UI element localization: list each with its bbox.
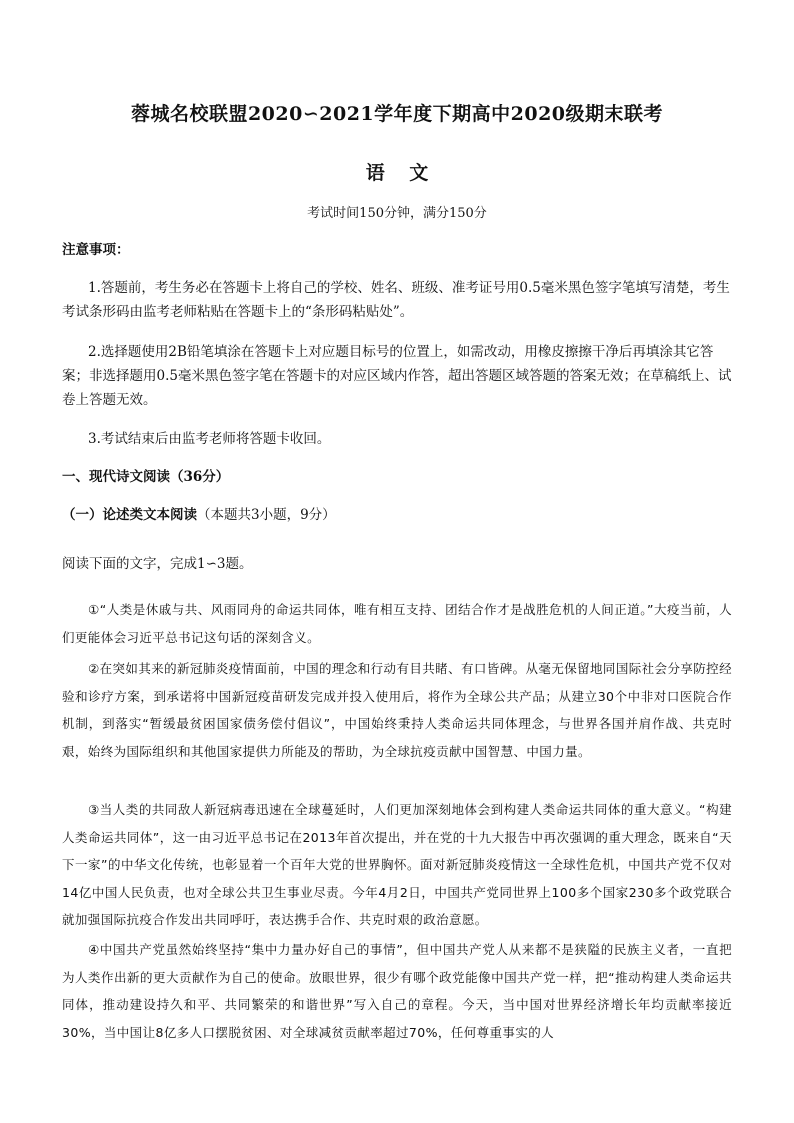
sub-section-note: （本题共3小题，9分） [197,507,336,523]
article-paragraph-4: ④中国共产党虽然始终坚持“集中力量办好自己的事情”，但中国共产党人从来都不是狭隘的民族主义者，一直把为人类作出新的更大贡献作为自己的使命。放眼世界，很少有哪个政党能像中国共产党一样，把“推动构建人类命运共同体，推动建设持久和平、共同繁荣的和谐世界”写入自己的章程。今天，当中国对世界经济增长年均贡献率接近30%，当中国让8亿多人口摆脱贫困、对全球减贫贡献率超过70%，任何尊重事实的人 [62,942,732,1040]
note-item-1: 1.答题前，考生务必在答题卡上将自己的学校、姓名、班级、准考证号用0.5毫米黑色签字笔填写清楚，考生考试条形码由监考老师粘贴在答题卡上的“条形码粘贴处”。 [62,280,730,320]
notes-heading: 注意事项： [62,242,130,258]
subject-title: 语 文 [365,162,429,184]
article-paragraph-1: ①“人类是休戚与共、风雨同舟的命运共同体，唯有相互支持、团结合作才是战胜危机的人间正道。”大疫当前，人们更能体会习近平总书记这句话的深刻含义。 [62,602,732,645]
exam-time-info: 考试时间150分钟，满分150分 [307,206,487,221]
section-heading: 一、现代诗文阅读（36分） [62,469,230,485]
article-paragraph-3: ③当人类的共同敌人新冠病毒迅速在全球蔓延时，人们更加深刻地体会到构建人类命运共同体的重大意义。“构建人类命运共同体”，这一由习近平总书记在2013年首次提出，并在党的十九大报告中再次强调的重大理念，既来自“天下一家”的中华文化传统，也彰显着一个百年大党的世界胸怀。面对新冠肺炎疫情这一全球性危机，中国共产党不仅对14亿中国人民负责，也对全球公共卫生事业尽责。今年4月2日，中国共产党同世界上100多个国家230多个政党联合就加强国际抗疫合作发出共同呼吁，表达携手合作、共克时艰的政治意愿。 [62,802,732,928]
note-item-2: 2.选择题使用2B铅笔填涂在答题卡上对应题目标号的位置上，如需改动，用橡皮擦擦干净后再填涂其它答案；非选择题用0.5毫米黑色签字笔在答题卡的对应区域内作答，超出答题区域答题的答案无效；在草稿纸上、试卷上答题无效。 [62,344,732,408]
article-paragraph-2: ②在突如其来的新冠肺炎疫情面前，中国的理念和行动有目共睹、有口皆碑。从毫无保留地同国际社会分享防控经验和诊疗方案，到承诺将中国新冠疫苗研发完成并投入使用后，将作为全球公共产品；从建立30个中非对口医院合作机制，到落实“暂缓最贫困国家债务偿付倡议”，中国始终秉持人类命运共同体理念，与世界各国并肩作战、共克时艰，始终为国际组织和其他国家提供力所能及的帮助，为全球抗疫贡献中国智慧、中国力量。 [62,661,732,759]
exam-title: 蓉城名校联盟2020∽2021学年度下期高中2020级期末联考 [130,103,664,125]
note-item-3: 3.考试结束后由监考老师将答题卡收回。 [88,431,331,447]
reading-instruction: 阅读下面的文字，完成1∽3题。 [62,556,253,572]
sub-section-title: （一）论述类文本阅读 [62,507,197,523]
sub-section-heading [62,503,734,527]
